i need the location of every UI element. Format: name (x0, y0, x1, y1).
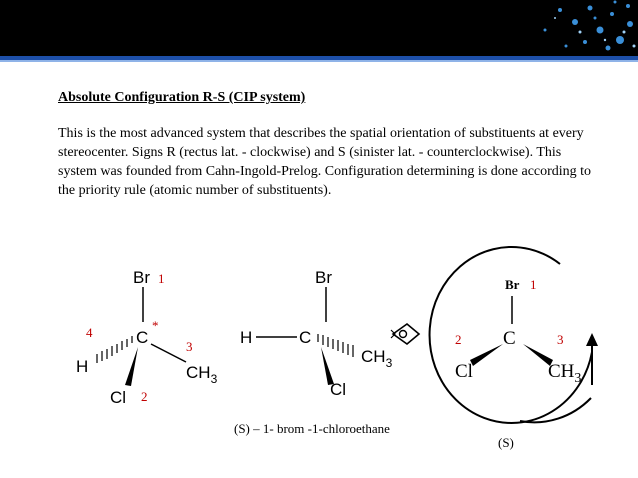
m1-bond-right (151, 344, 186, 362)
m1-atom-br: Br (133, 268, 150, 287)
molecule-1 (76, 268, 218, 407)
m3-atom-ch (548, 361, 581, 386)
m3-atom-br: Br (505, 277, 520, 292)
m3-atom-cl: Cl (455, 361, 473, 382)
m3-atom-ch-sub: 3 (574, 371, 582, 386)
m1-bond-wedge-bottom (125, 347, 138, 386)
m1-priority-4: 4 (86, 325, 93, 340)
m2-atom-cl: Cl (330, 380, 347, 399)
m3-caption: (S) (498, 435, 514, 450)
m1-atom-c: C (136, 328, 149, 347)
m3-bond-wedge-left (470, 344, 503, 366)
m3-atom-ch-main: CH (548, 361, 575, 382)
m3-priority-3: 3 (557, 332, 564, 347)
m2-atom-br: Br (315, 268, 332, 287)
slide-title: Absolute Configuration R-S (CIP system) (58, 90, 306, 105)
m3-priority-2: 2 (455, 332, 462, 347)
m1-atom-cl: Cl (110, 388, 127, 407)
m3-priority-1: 1 (530, 277, 537, 292)
m2-atom-c: C (299, 328, 312, 347)
m3-atom-c: C (503, 328, 516, 349)
m1-atom-h: H (76, 357, 89, 376)
molecule-2 (234, 268, 419, 436)
m1-bond-hashed-left (97, 336, 132, 363)
m1-atom-ch-main: CH (186, 363, 211, 382)
m1-stereo-star: * (152, 318, 159, 333)
eye-icon (391, 324, 419, 344)
molecule-3 (430, 247, 598, 450)
m1-atom-ch (186, 363, 218, 386)
m2-atom-ch-main: CH (361, 347, 386, 366)
slide-paragraph: This is the most advanced system that describes the spatial orientation of substituents at every stereocenter. Signs R (rectus lat. - clockwise) and S (sinister lat. - counterclockwise). This system was founded from Cahn-Ingold-Prelog. Configuration determining is done according to the priority rule (atomic number of substituents). (58, 126, 592, 198)
m2-atom-ch-sub: 3 (385, 356, 393, 370)
m2-atom-h: H (240, 328, 253, 347)
m2-caption: (S) – 1- brom -1-chloroethane (234, 421, 390, 436)
m1-priority-3: 3 (186, 339, 193, 354)
m2-atom-ch (361, 347, 393, 370)
m3-arrow-head (586, 333, 598, 346)
m1-priority-2: 2 (141, 389, 148, 404)
m1-atom-ch-sub: 3 (210, 372, 218, 386)
m1-priority-1: 1 (158, 271, 165, 286)
